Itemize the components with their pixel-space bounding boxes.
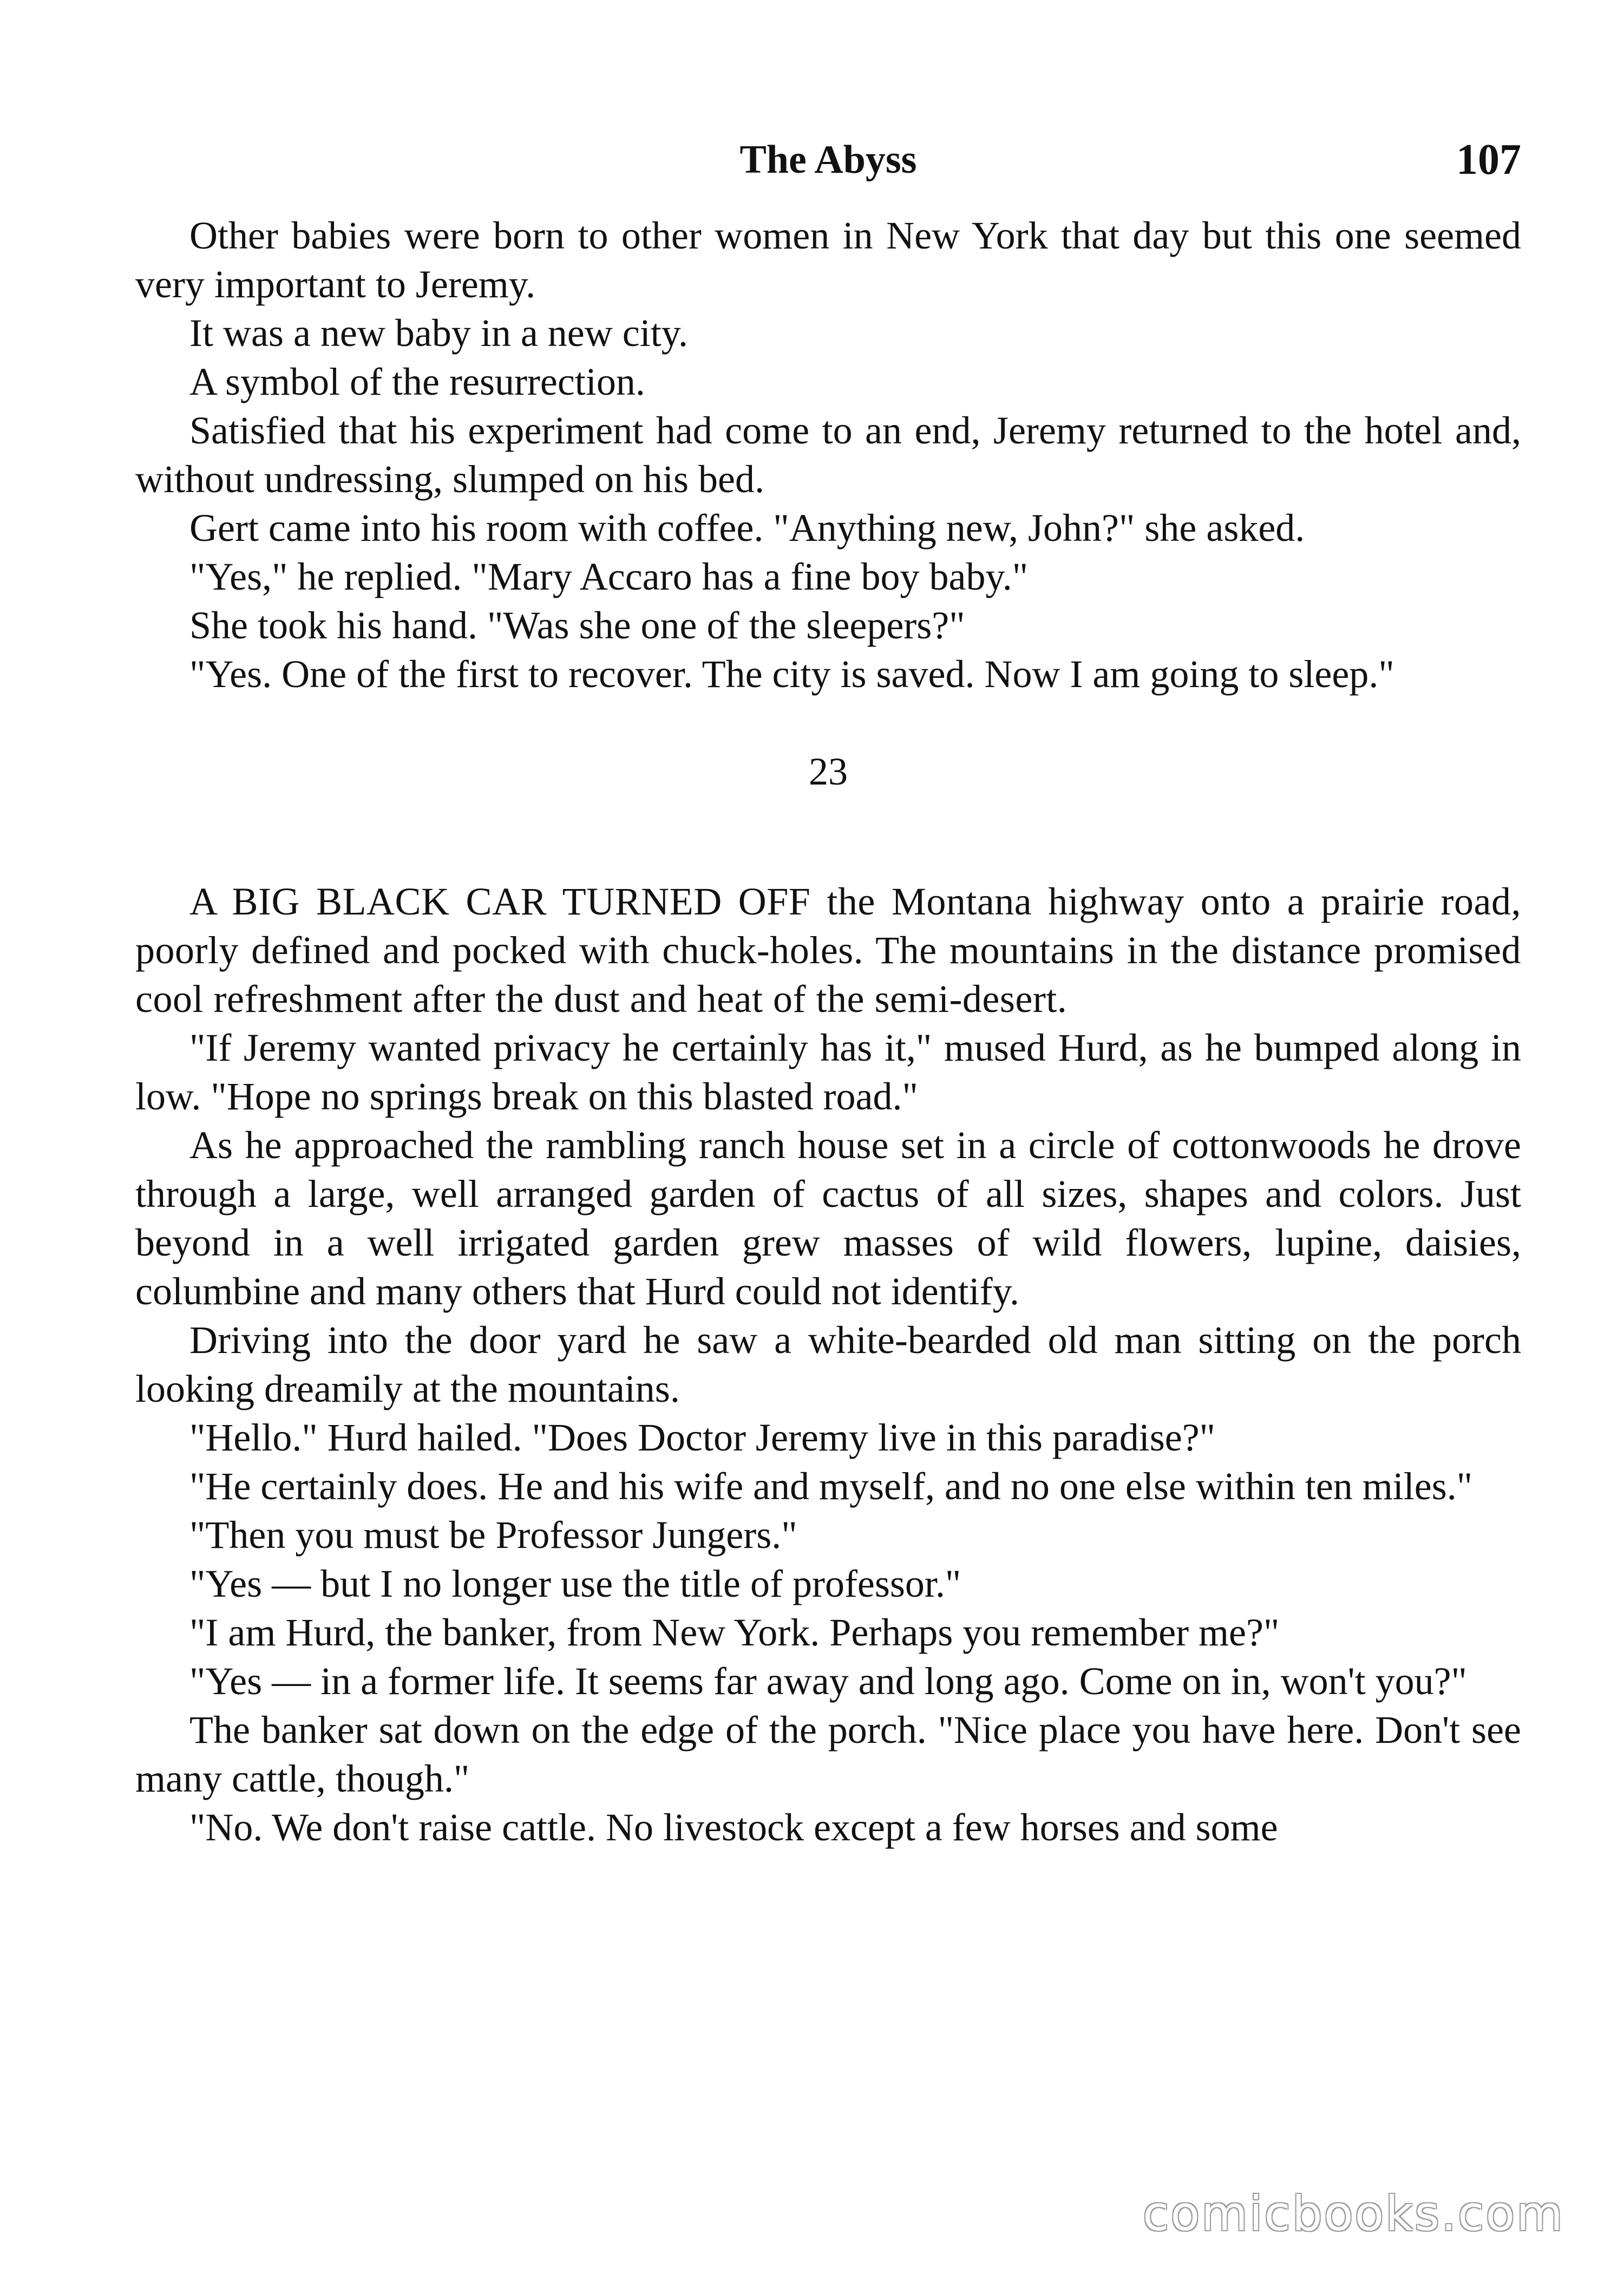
paragraph: Gert came into his room with coffee. "Anything new, John?" she asked. xyxy=(189,506,1305,550)
paragraph: "No. We don't raise cattle. No livestock except a few horses and some xyxy=(189,1806,1278,1849)
paragraph: Other babies were born to other women in New York that day but this one seemed very important to Jeremy. xyxy=(135,214,1521,306)
paragraph: "Yes — in a former life. It seems far away and long ago. Come on in, won't you?" xyxy=(189,1659,1467,1703)
paragraph: Driving into the door yard he saw a white-bearded old man sitting on the porch looking dreamily at the mountains. xyxy=(135,1318,1521,1410)
watermark: comicbooks.com xyxy=(1142,2186,1564,2242)
paragraph: Satisfied that his experiment had come to an end, Jeremy returned to the hotel and, without undressing, slumped on his bed. xyxy=(135,409,1521,501)
paragraph: It was a new baby in a new city. xyxy=(189,311,689,355)
paragraph: "Yes," he replied. "Mary Accaro has a fine boy baby." xyxy=(189,555,1029,598)
running-head xyxy=(135,130,1521,190)
paragraph: "If Jeremy wanted privacy he certainly has it," mused Hurd, as he bumped along in low. "Hope no springs break on this blasted road." xyxy=(135,1026,1521,1118)
paragraph: "Then you must be Professor Jungers." xyxy=(189,1513,797,1557)
page-number: 107 xyxy=(1456,136,1521,184)
paragraph: As he approached the rambling ranch house set in a circle of cottonwoods he drove through a large, well arranged garden of cactus of all sizes, shapes and colors. Just beyond in a well irrigated garden grew masses of wild flowers, lupine, daisies, columbine and many others that Hurd could not identify. xyxy=(135,1123,1521,1313)
chapter-opening-paragraph: A BIG BLACK CAR TURNED OFF the Montana highway onto a prairie road, poorly defined and pocked with chuck-holes. The mountains in the distance promised cool refreshment after the dust and heat of the semi-desert. xyxy=(135,880,1521,1021)
paragraph: "Hello." Hurd hailed. "Does Doctor Jeremy live in this paradise?" xyxy=(189,1416,1216,1459)
paragraph: "Yes — but I no longer use the title of professor." xyxy=(189,1562,961,1605)
paragraph: "Yes. One of the first to recover. The city is saved. Now I am going to sleep." xyxy=(189,652,1394,696)
paragraph: A symbol of the resurrection. xyxy=(189,360,645,403)
paragraph: The banker sat down on the edge of the porch. "Nice place you have here. Don't see many cattle, though." xyxy=(135,1708,1521,1800)
paragraph: "He certainly does. He and his wife and myself, and no one else within ten miles." xyxy=(189,1465,1473,1508)
paragraph: "I am Hurd, the banker, from New York. Perhaps you remember me?" xyxy=(189,1611,1280,1654)
paragraph: She took his hand. "Was she one of the sleepers?" xyxy=(189,604,965,647)
body-text xyxy=(135,211,1521,1852)
chapter-number: 23 xyxy=(809,750,848,793)
running-head-title: The Abyss xyxy=(739,138,917,182)
